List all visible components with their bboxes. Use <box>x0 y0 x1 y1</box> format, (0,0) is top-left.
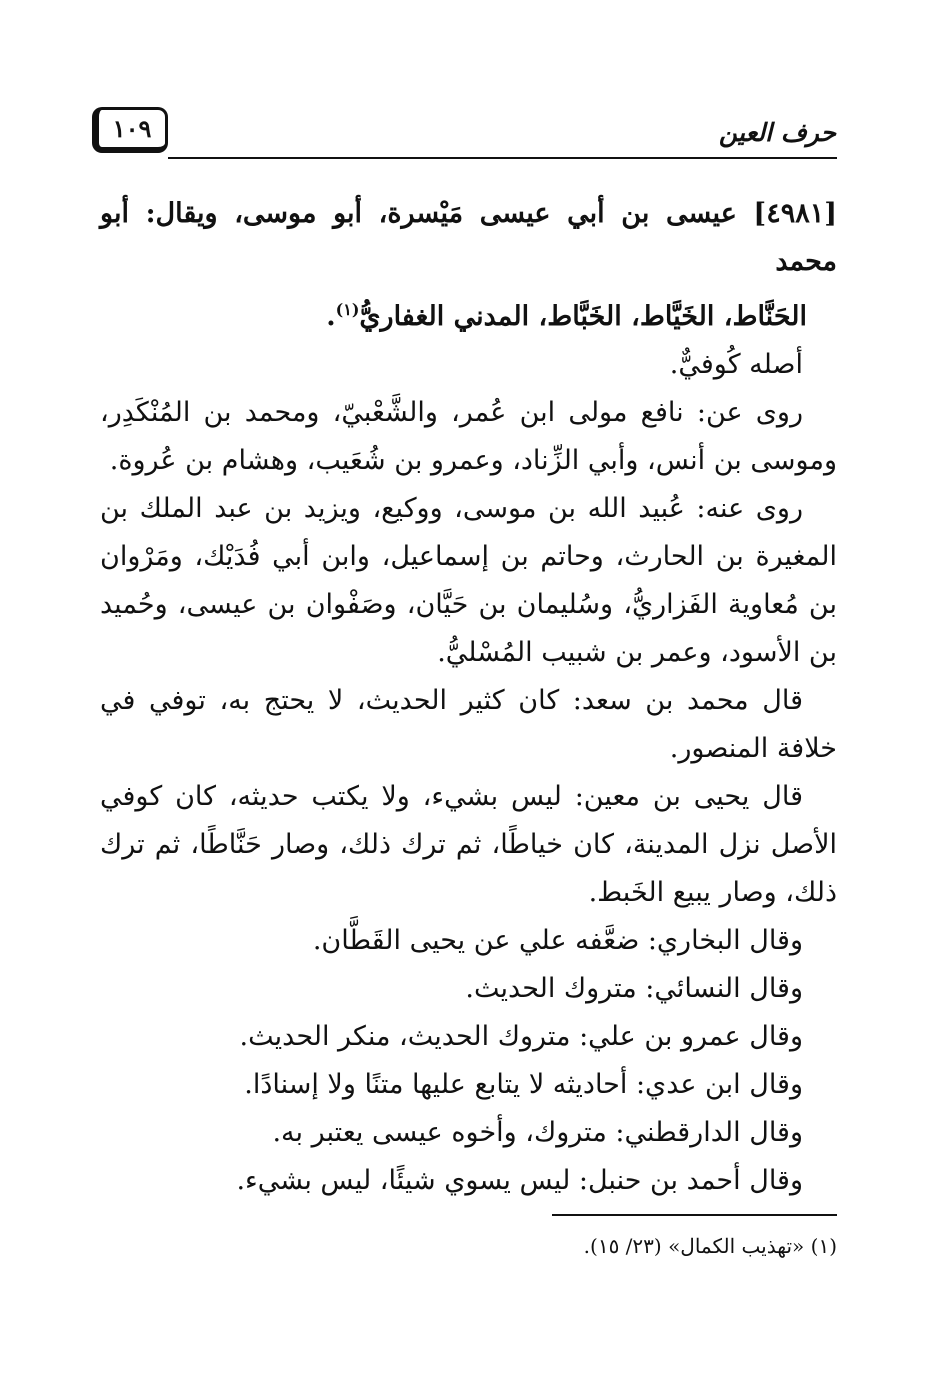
ibn-saad-paragraph: قال محمد بن سعد: كان كثير الحديث، لا يحتج به، توفي في خلافة المنصور. <box>100 685 837 764</box>
page-number <box>92 107 168 153</box>
quote-ahmad-ibn-hanbal: وقال أحمد بن حنبل: ليس يسوي شيئًا، ليس بشيء. <box>236 1165 803 1196</box>
origin-line: أصله كُوفيٌّ. <box>669 349 803 380</box>
footnote-rule <box>552 1214 837 1216</box>
entry-heading <box>100 190 837 341</box>
footnote: (١) «تهذيب الكمال» (٢٣/ ١٥). <box>583 1234 837 1258</box>
quote-daraqutni: وقال الدارقطني: متروك، وأخوه عيسى يعتبر به. <box>272 1117 803 1148</box>
quote-ibn-adi: وقال ابن عدي: أحاديثه لا يتابع عليها متنًا ولا إسنادًا. <box>244 1069 803 1100</box>
running-head: حرف العين <box>718 118 836 147</box>
page-number-text: ١٠٩ <box>112 114 152 143</box>
narrated-from-paragraph: روى عن: نافع مولى ابن عُمر، والشَّعْبيّ، ومحمد بن المُنْكَدِر، وموسى بن أنس، وأبي الزِّناد، وعمرو بن شُعَيب، وهشام بن عُروة. <box>100 397 837 476</box>
entry-heading-line1: [٤٩٨١] عيسى بن أبي عيسى مَيْسرة، أبو موسى، ويقال: أبو محمد <box>100 198 837 277</box>
quote-amr-ibn-ali: وقال عمرو بن علي: متروك الحديث، منكر الحديث. <box>239 1021 803 1052</box>
narrated-by-paragraph: روى عنه: عُبيد الله بن موسى، ووكيع، ويزيد بن عبد الملك بن المغيرة بن الحارث، وحاتم بن إسماعيل، وابن أبي فُدَيْك، ومَرْوان بن مُعاوية الفَزاريُّ، وسُليمان بن حَيَّان، وصَفْوان بن عيسى، وحُميد بن الأسود، وعمر بن شبيب المُسْليُّ. <box>100 493 837 668</box>
footnote-marker: (١) <box>335 300 360 319</box>
entry-heading-line2: الحَنَّاط، الخَيَّاط، الخَبَّاط، المدني الغفاريُّ <box>359 301 807 332</box>
quote-bukhari: وقال البخاري: ضعَّفه علي عن يحيى القَطَّان. <box>312 925 803 956</box>
entry-body <box>100 190 837 1205</box>
yahya-ibn-main-paragraph: قال يحيى بن معين: ليس بشيء، ولا يكتب حديثه، كان كوفي الأصل نزل المدينة، كان خياطًا، ثم ترك ذلك، وصار حَنَّاطًا، ثم ترك ذلك، وصار يبيع الخَبط. <box>100 781 837 908</box>
quote-nasai: وقال النسائي: متروك الحديث. <box>465 973 803 1004</box>
entry-heading-end: . <box>326 301 336 332</box>
header-rule <box>168 157 837 159</box>
entry-heading-line2-wrap <box>100 286 837 341</box>
